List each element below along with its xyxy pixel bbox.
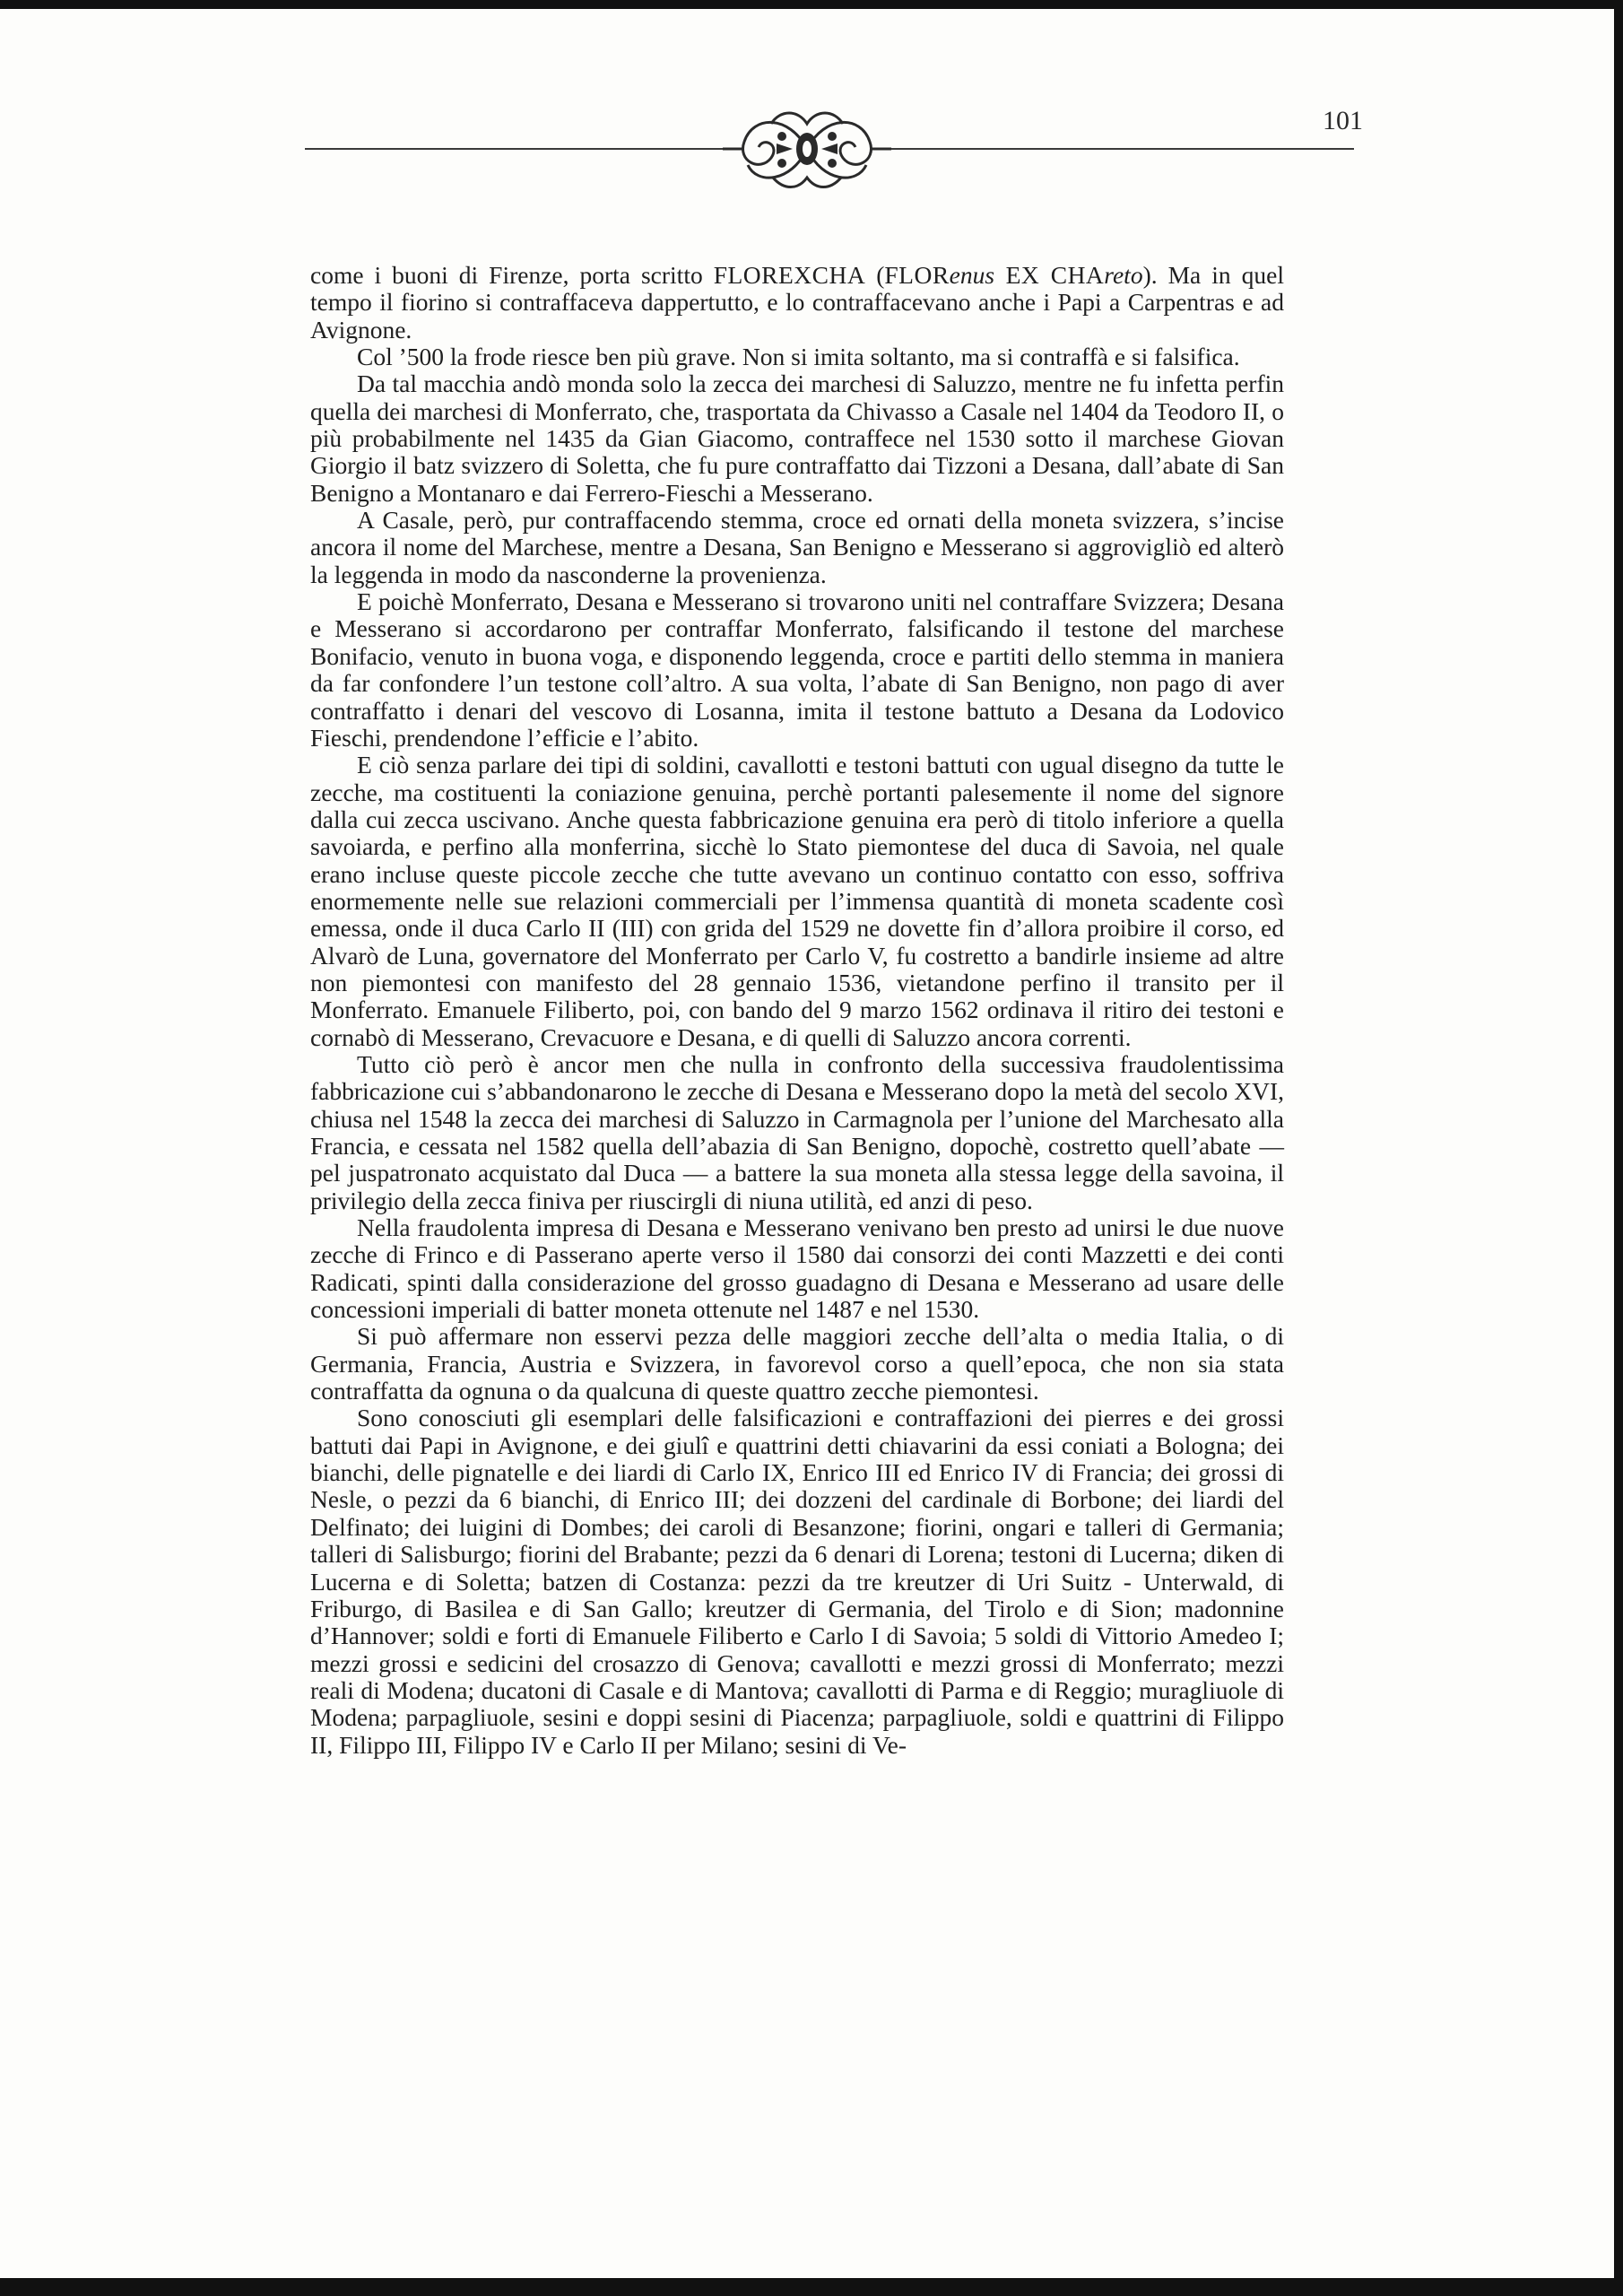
legend-expansion-part: enus (949, 261, 995, 289)
floral-scroll-ornament-icon (717, 106, 897, 192)
coin-legend: FLOREXCHA (713, 261, 866, 289)
paragraph-intro: come i buoni di Firenze, porta scritto (310, 261, 714, 289)
legend-expansion-part: reto (1104, 261, 1143, 289)
paragraph: Da tal macchia andò monda solo la zecca dei marchesi di Saluzzo, mentre ne fu infetta perfin quella dei marchesi di Monferrato, che, trasportata da Chivasso a Casale nel 1404 da Teodoro II, o più probabilmente nel 1435 da Gian Giacomo, contraffece nel 1530 sotto il marchese Giovan Giorgio il batz svizzero di Soletta, che fu pure contraffatto dai Tizzoni a Desana, dall’abate di San Benigno a Montanaro e dai Ferrero-Fieschi a Messerano. (310, 370, 1284, 507)
paragraph: E poichè Monferrato, Desana e Messerano si trovarono uniti nel contraffare Svizzera; Desana e Messerano si accordarono per contraffar Monferrato, falsificando il testone del marchese Bonifacio, venuto in buona voga, e disponendo leggenda, croce e partiti dello stemma in maniera da far confondere l’un testone coll’altro. A sua volta, l’abate di San Benigno, non pago di aver contraffatto i denari del vescovo di Losanna, imita il testone battuto a Desana da Lodovico Fieschi, prendendone l’efficie e l’abito. (310, 587, 1284, 752)
legend-expansion-part: EX (994, 261, 1051, 289)
paragraph: Tutto ciò però è ancor men che nulla in confronto della successiva fraudolentissima fabbricazione cui s’abbandonarono le zecche di Desana e Messerano dopo la metà del secolo XVI, chiusa nel 1548 la zecca dei marchesi di Saluzzo in Carmagnola per l’unione del Marchesato alla Francia, e cessata nel 1582 quella dell’abazia di San Benigno, dopochè, costretto quell’abate — pel juspatronato acquistato dal Duca — a battere la sua moneta alla stessa legge della savoina, il privilegio della zecca finiva per riuscirgli di niuna utilità, ed anzi di peso. (310, 1049, 1284, 1214)
scan-border-right (1614, 0, 1623, 2296)
scan-border-top (0, 0, 1623, 9)
scan-border-bottom (0, 2278, 1623, 2296)
legend-expansion-part: CHA (1050, 261, 1105, 289)
paragraph: Nella fraudolenta impresa di Desana e Messerano venivano ben presto ad unirsi le due nuove zecche di Frinco e di Passerano aperte verso il 1580 dai consorzi dei conti Mazzetti e dei conti Radicati, spinti dalla considerazione del grosso guadagno di Desana e Messerano ad usare delle concessioni imperiali di batter moneta ottenute nel 1487 e nel 1530. (310, 1213, 1284, 1324)
legend-expansion-part: FLOR (884, 261, 950, 289)
header-rule-left (305, 148, 726, 150)
paragraph: E ciò senza parlare dei tipi di soldini, cavallotti e testoni battuti con ugual disegno da tutte le zecche, ma costituenti la coniazione genuina, perchè portanti palesemente il nome del signore dalla cui zecca uscivano. Anche questa fabbricazione genuina era però di titolo inferiore a quella savoiarda, e perfino alla monferrina, sicchè lo Stato piemontese del duca di Savoia, nel quale erano incluse queste piccole zecche che tutte avevano un continuo contatto con esso, soffriva enormemente nelle sue relazioni commerciali per l’immensa quantità di moneta scadente così emessa, onde il duca Carlo II (III) con grida del 1529 ne dovette fin d’allora proibire il corso, ed Alvarò de Luna, governatore del Monferrato per Carlo V, fu costretto a bandirle insieme ad altre non piemontesi con manifesto del 28 gennaio 1536, vietandone perfino il transito per il Monferrato. Emanuele Filiberto, poi, con bando del 9 marzo 1562 ordinava il ritiro dei testoni e cornabò di Messerano, Crevacuore e Desana, e di quelli di Saluzzo ancora correnti. (310, 751, 1284, 1051)
body-text (310, 262, 1284, 1759)
paragraph: Sono conosciuti gli esemplari delle falsificazioni e contraffazioni dei pierres e dei grossi battuti dai Papi in Avignone, e dei giulî e quattrini detti chiavarini da essi coniati a Bologna; dei bianchi, delle pignatelle e dei liardi di Carlo IX, Enrico III ed Enrico IV di Francia; dei grossi di Nesle, o pezzi da 6 bianchi, di Enrico III; dei dozzeni del cardinale di Borbone; dei liardi del Delfinato; dei luigini di Dombes; dei caroli di Besanzone; fiorini, ongari e talleri di Germania; talleri di Salisburgo; fiorini del Brabante; pezzi da 6 denari di Lorena; testoni di Lucerna; diken di Lucerna e di Soletta; batzen di Costanza: pezzi da tre kreutzer di Uri Suitz - Unterwald, di Friburgo, di Basilea e di San Gallo; kreutzer di Germania, del Tirolo e di Sion; madonnine d’Hannover; soldi e forti di Emanuele Filiberto e Carlo I di Savoia; 5 soldi di Vittorio Amedeo I; mezzi grossi e sedicini del crosazzo di Genova; cavallotti e mezzi grossi di Monferrato; mezzi reali di Modena; ducatoni di Casale e di Mantova; cavallotti di Parma e di Reggio; muragliuole di Modena; parpagliuole, sesini e doppi sesini di Piacenza; parpagliuole, soldi e quattrini di Filippo II, Filippo III, Filippo IV e Carlo II per Milano; sesini di Ve- (310, 1404, 1284, 1759)
paragraph: Col ’500 la frode riesce ben più grave. Non si imita soltanto, ma si contraffà e si falsifica. (357, 343, 1240, 371)
paragraph: A Casale, però, pur contraffacendo stemma, croce ed ornati della moneta svizzera, s’incise ancora il nome del Marchese, mentre a Desana, San Benigno e Messerano si aggrovigliò ed alterò la leggenda in modo da nasconderne la provenienza. (310, 506, 1284, 588)
paragraph: Si può affermare non esservi pezza delle maggiori zecche dell’alta o media Italia, o di Germania, Francia, Austria e Svizzera, in favorevol corso a quell’epoca, che non sia stata contraffatta da ognuna o da qualcuna di queste quattro zecche piemontesi. (310, 1322, 1284, 1405)
paragraph-rest: Ma in quel tempo il fiorino si contraffaceva dappertutto, e lo contraffacevano anche i Papi a Carpentras e ad Avignone. (310, 261, 1284, 344)
page-number: 101 (1323, 106, 1363, 135)
paragraph: come i buoni di Firenze, porta scritto FLOREXCHA (FLORenus EX CHAreto). Ma in quel tempo il fiorino si contraffaceva dappertutto, e lo contraffacevano anche i Papi a Carpentras e ad Avignone. (310, 261, 1284, 344)
header-rule-right (888, 148, 1354, 150)
